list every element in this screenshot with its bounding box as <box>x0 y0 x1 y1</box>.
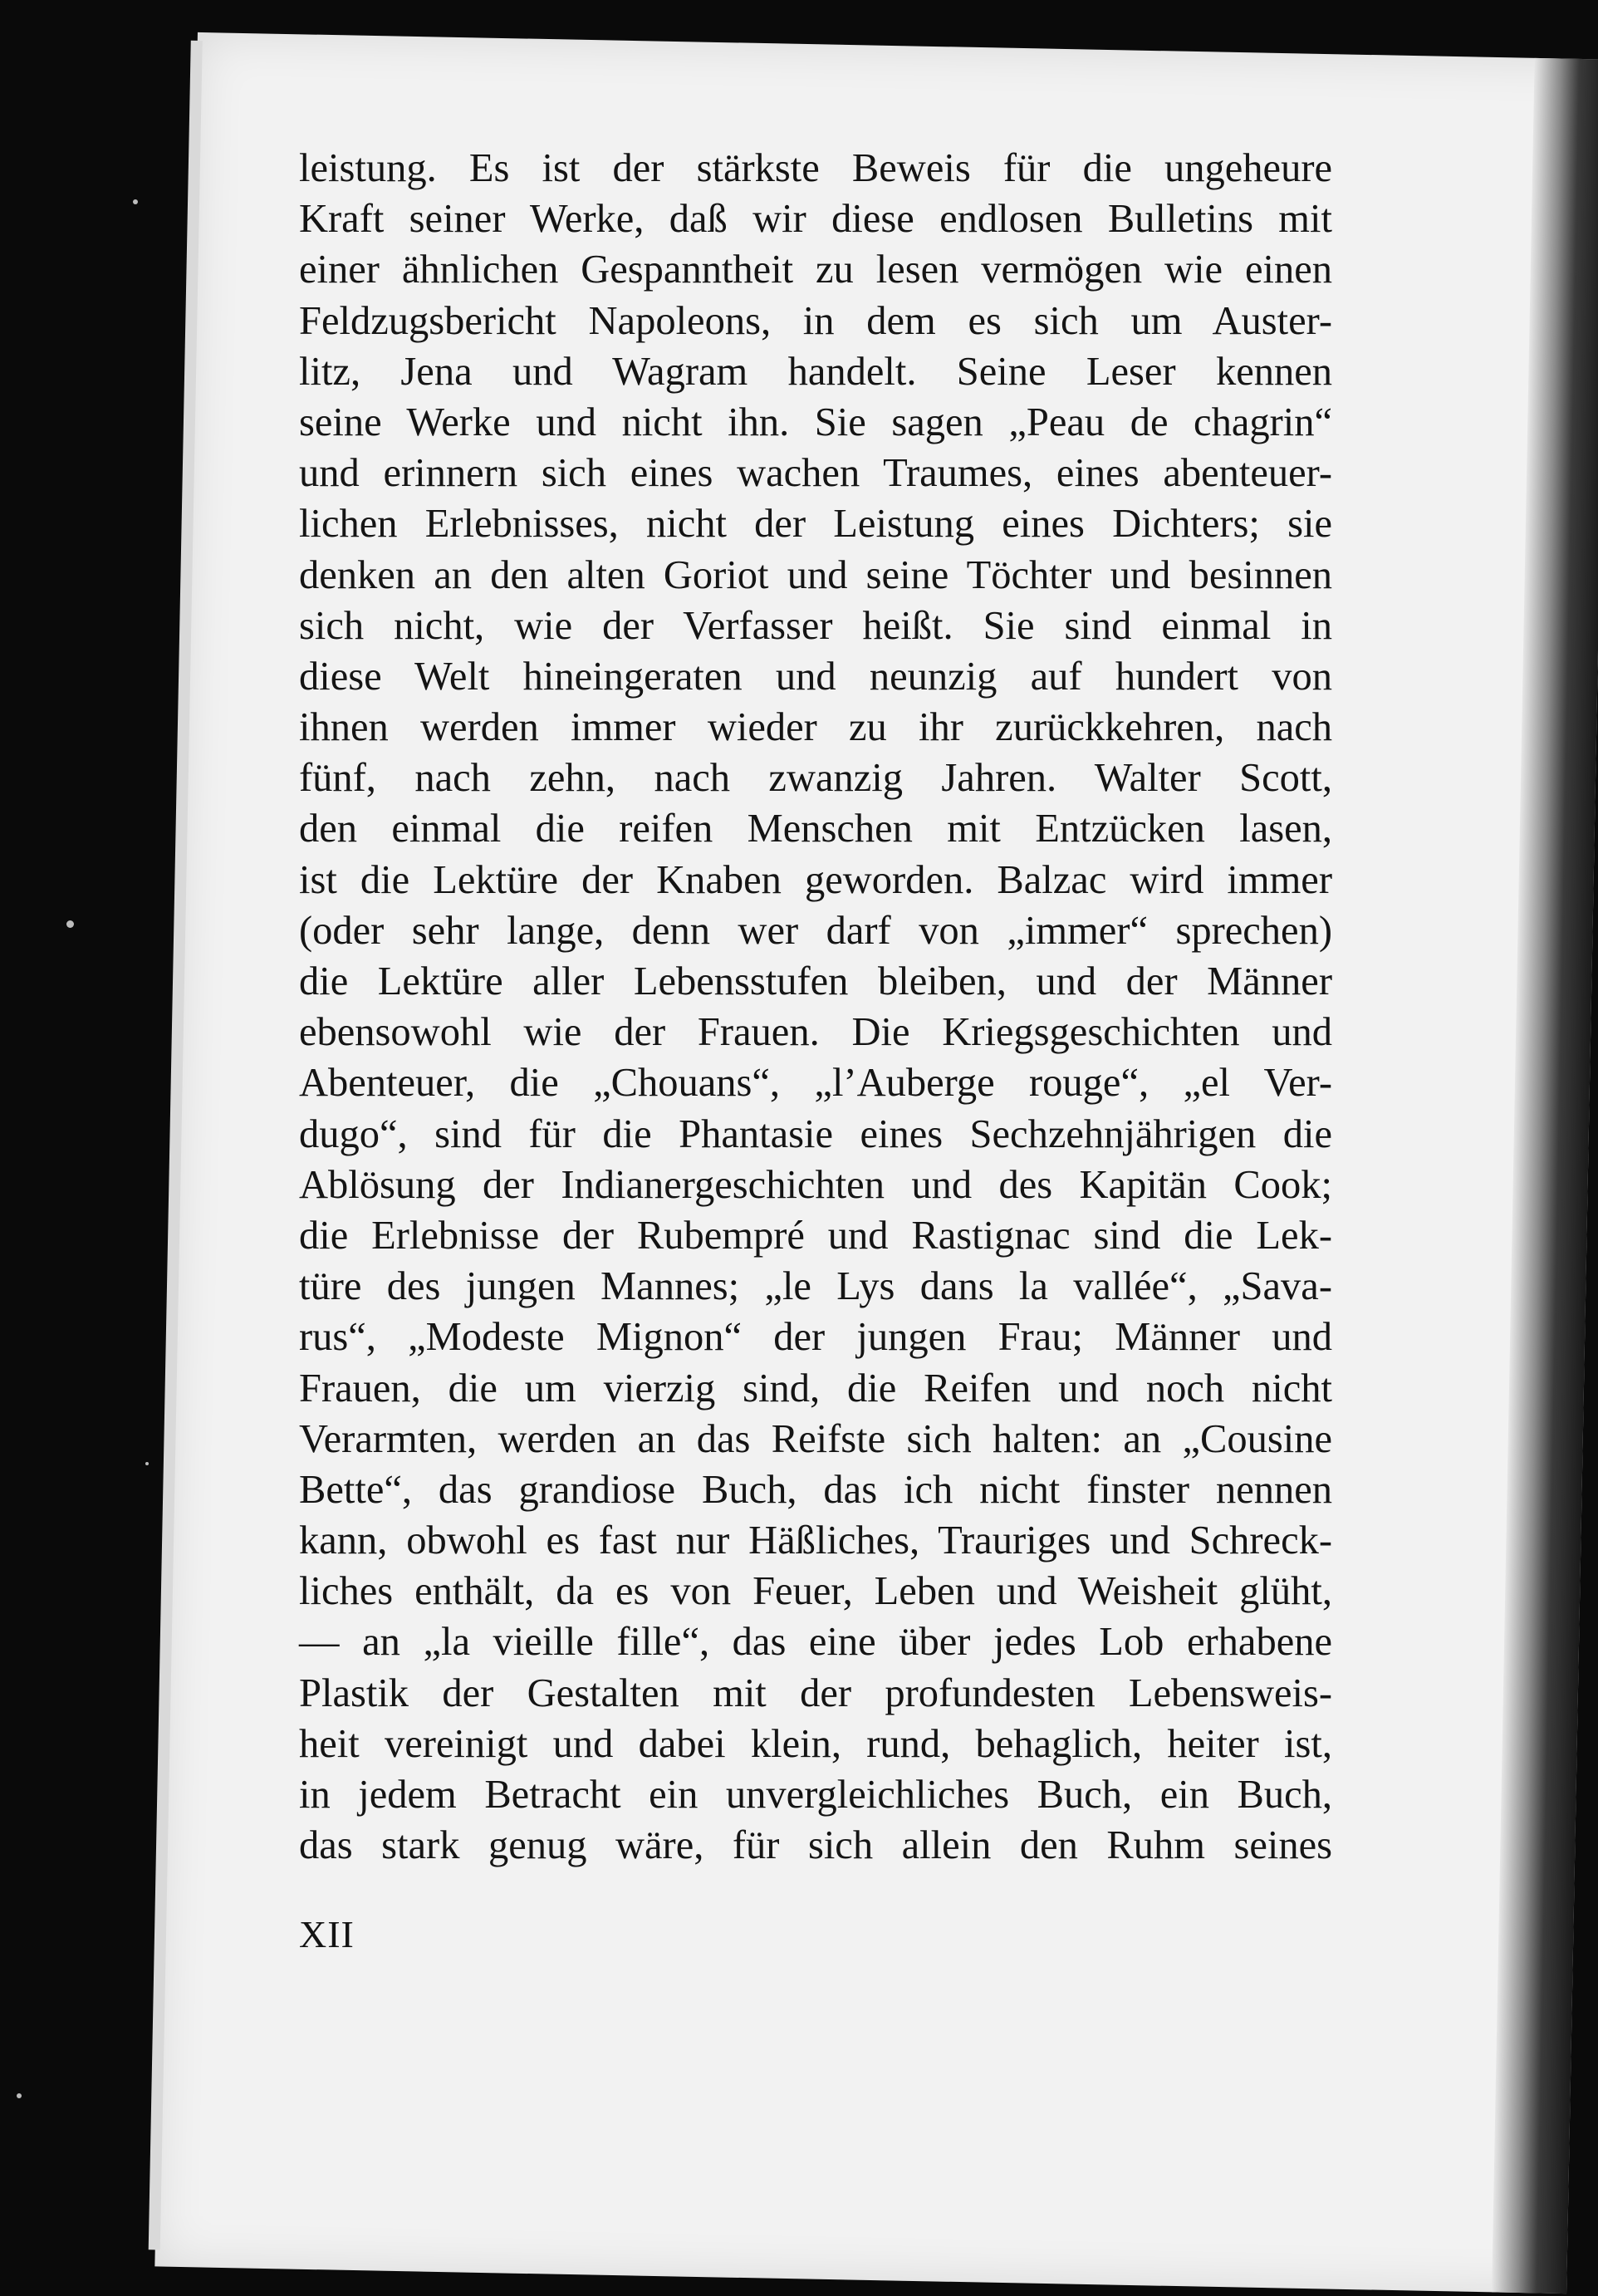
scan-speck <box>17 2093 22 2098</box>
text-line: dugo“, sind für die Phantasie eines Sechzehnjährigen die <box>299 1111 1332 1156</box>
text-line: Bette“, das grandiose Buch, das ich nicht finster nennen <box>299 1467 1332 1512</box>
scan-speck <box>145 1462 149 1465</box>
page-edge-shadow <box>1492 58 1598 2294</box>
text-line: Frauen, die um vierzig sind, die Reifen und noch nicht <box>299 1366 1332 1410</box>
text-line: (oder sehr lange, denn wer darf von „immer“ sprechen) <box>299 908 1332 953</box>
text-line: litz, Jena und Wagram handelt. Seine Leser kennen <box>299 349 1332 394</box>
text-line: die Erlebnisse der Rubempré und Rastignac sind die Lek- <box>299 1213 1332 1258</box>
text-line: einer ähnlichen Gespanntheit zu lesen vermögen wie einen <box>299 248 1332 292</box>
text-line: liches enthält, da es von Feuer, Leben und Weisheit glüht, <box>299 1569 1332 1614</box>
text-line: sich nicht, wie der Verfasser heißt. Sie sind einmal in <box>299 603 1332 648</box>
text-line: ebensowohl wie der Frauen. Die Kriegsgeschichten und <box>299 1010 1332 1055</box>
text-line: Ablösung der Indianergeschichten und des Kapitän Cook; <box>299 1162 1332 1207</box>
text-line: die Lektüre aller Lebensstufen bleiben, und der Männer <box>299 959 1332 1003</box>
scan-speck <box>133 199 138 204</box>
text-line: denken an den alten Goriot und seine Töchter und besinnen <box>299 552 1332 597</box>
text-line: das stark genug wäre, für sich allein den Ruhm seines <box>299 1823 1332 1868</box>
text-line: ist die Lektüre der Knaben geworden. Balzac wird immer <box>299 857 1332 902</box>
text-line: rus“, „Modeste Mignon“ der jungen Frau; Männer und <box>299 1315 1332 1360</box>
text-line: heit vereinigt und dabei klein, rund, behaglich, heiter ist, <box>299 1721 1332 1766</box>
text-line: in jedem Betracht ein unvergleichliches Buch, ein Buch, <box>299 1773 1332 1817</box>
text-line: — an „la vieille fille“, das eine über jedes Lob erhabene <box>299 1620 1332 1665</box>
text-line: seine Werke und nicht ihn. Sie sagen „Peau de chagrin“ <box>299 400 1332 444</box>
text-line: lichen Erlebnisses, nicht der Leistung eines Dichters; sie <box>299 502 1332 547</box>
text-line: leistung. Es ist der stärkste Beweis für die ungeheure <box>299 146 1332 190</box>
text-line: kann, obwohl es fast nur Häßliches, Trauriges und Schreck- <box>299 1518 1332 1563</box>
text-line: und erinnern sich eines wachen Traumes, eines abenteuer- <box>299 451 1332 496</box>
body-text <box>299 143 1332 1871</box>
text-line: Verarmten, werden an das Reifste sich halten: an „Cousine <box>299 1416 1332 1461</box>
text-line: Abenteuer, die „Chouans“, „l’Auberge rouge“, „el Ver- <box>299 1061 1332 1106</box>
text-line: den einmal die reifen Menschen mit Entzücken lasen, <box>299 807 1332 851</box>
text-line: Kraft seiner Werke, daß wir diese endlosen Bulletins mit <box>299 197 1332 242</box>
text-line: Feldzugsbericht Napoleons, in dem es sich um Auster- <box>299 298 1332 343</box>
text-line: diese Welt hineingeraten und neunzig auf hundert von <box>299 654 1332 699</box>
text-line: ihnen werden immer wieder zu ihr zurückkehren, nach <box>299 705 1332 750</box>
scan-speck <box>66 920 74 928</box>
text-line: fünf, nach zehn, nach zwanzig Jahren. Walter Scott, <box>299 756 1332 801</box>
text-line: türe des jungen Mannes; „le Lys dans la vallée“, „Sava- <box>299 1264 1332 1309</box>
text-line: Plastik der Gestalten mit der profundesten Lebensweis- <box>299 1670 1332 1715</box>
page-number: XII <box>299 1913 355 1955</box>
